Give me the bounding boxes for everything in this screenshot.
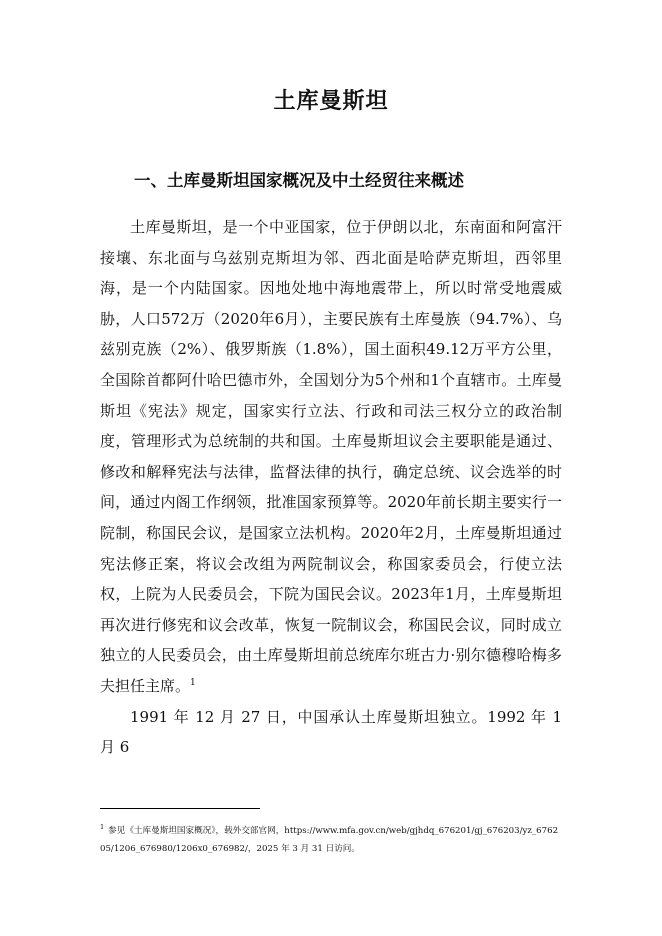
footnote-divider: [100, 808, 260, 809]
paragraph-text: 1991 年 12 月 27 日，中国承认土库曼斯坦独立。1992 年 1 月 6: [100, 707, 562, 757]
footnote-reference[interactable]: 1: [190, 677, 196, 688]
footnote: [100, 822, 562, 858]
paragraph-relations: [100, 702, 562, 763]
paragraph-overview: [100, 212, 562, 702]
footnote-text: 参见《土库曼斯坦国家概况》，载外交部官网，https://www.mfa.gov.cn/web/gjhdq_676201/gj_676203/yz_676205/1206_676980/1206x0_676982/，2025 年 3 月 31 日访问。: [100, 826, 559, 854]
page-title: 土库曼斯坦: [273, 89, 389, 114]
section-heading: 一、土库曼斯坦国家概况及中土经贸往来概述: [134, 171, 464, 190]
footnote-marker: 1: [100, 823, 105, 832]
body-text: [100, 212, 562, 763]
paragraph-text: 土库曼斯坦，是一个中亚国家，位于伊朗以北，东南面和阿富汗接壤、东北面与乌兹别克斯坦为邻、西北面是哈萨克斯坦，西邻里海，是一个内陆国家。因地处地中海地震带上，所以时常受地震威胁，人口572万（2020年6月），主要民族有土库曼族（94.7%）、乌兹别克族（2%）、俄罗斯族（1.8%），国土面积49.12万平方公里，全国除首都阿什哈巴德市外，全国划分为5个州和1个直辖市。土库曼斯坦《宪法》规定，国家实行立法、行政和司法三权分立的政治制度，管理形式为总统制的共和国。土库曼斯坦议会主要职能是通过、修改和解释宪法与法律，监督法律的执行，确定总统、议会选举的时间，通过内阁工作纲领，批准国家预算等。2020年前长期主要实行一院制，称国民会议，是国家立法机构。2020年2月，土库曼斯坦通过宪法修正案，将议会改组为两院制议会，称国家委员会，行使立法权，上院为人民委员会，下院为国民会议。2023年1月，土库曼斯坦再次进行修宪和议会改革，恢复一院制议会，称国民会议，同时成立独立的人民委员会，由土库曼斯坦前总统库尔班古力·别尔德穆哈梅多夫担任主席。: [100, 218, 562, 695]
